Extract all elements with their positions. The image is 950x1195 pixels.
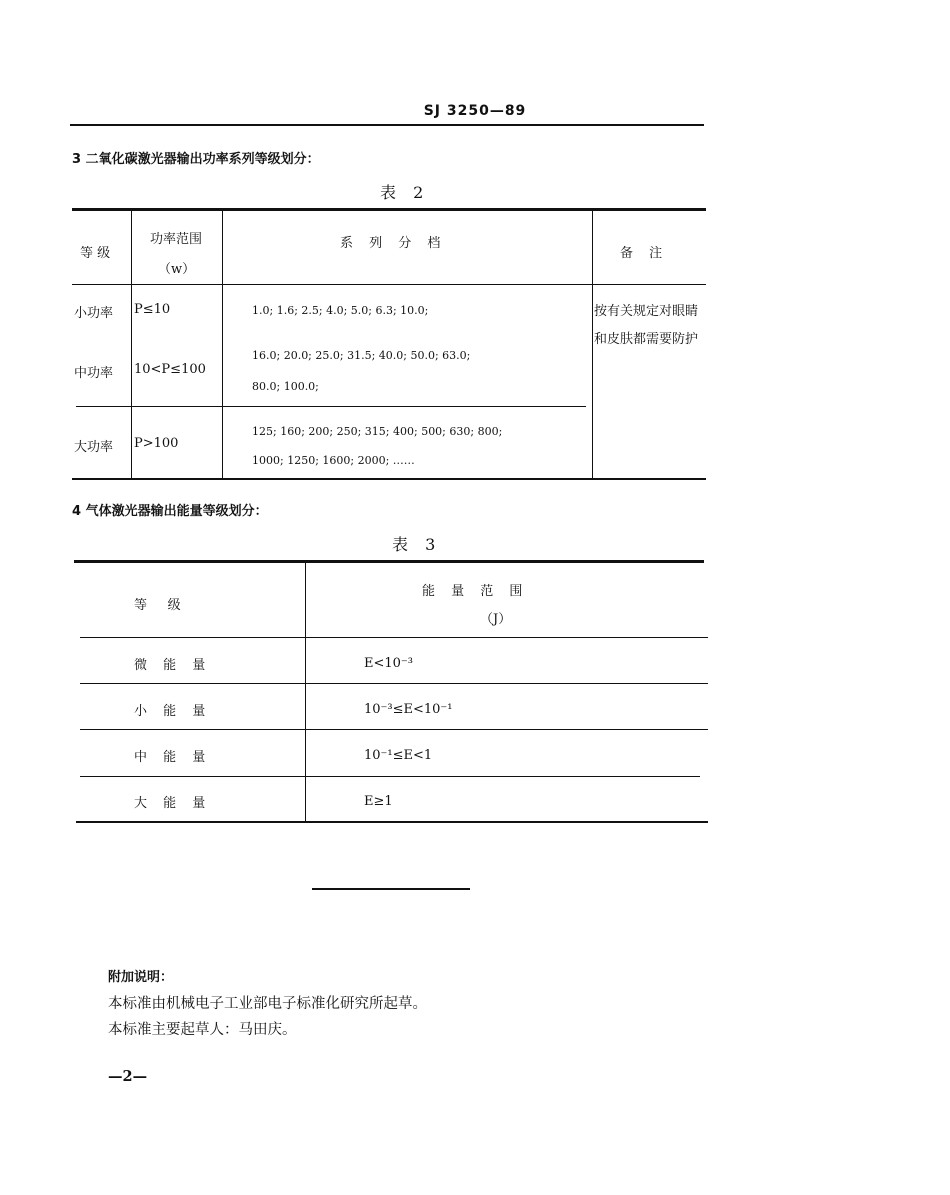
remarks-line-2: 和皮肤都需要防护	[594, 332, 699, 347]
notes-title: 附加说明：	[108, 970, 174, 985]
table-2-header-remarks: 备 注	[620, 246, 669, 261]
row-micro-grade: 微 能 量	[134, 658, 212, 673]
table-3-bottom-rule	[76, 821, 708, 823]
row-large-energy-range: E≥1	[364, 794, 393, 809]
section-3-heading: 3 二氧化碳激光器输出功率系列等级划分：	[72, 152, 320, 167]
table-3-header-grade: 等 级	[134, 598, 181, 613]
row-micro-range: E<10⁻³	[364, 656, 413, 671]
table-2-header-range: 功率范围	[150, 232, 203, 247]
row-large-series-2: 1000; 1250; 1600; 2000; ……	[252, 454, 415, 467]
table-2-header-range-unit: （w）	[158, 262, 196, 277]
row-medium-series-2: 80.0; 100.0;	[252, 380, 319, 393]
notes-line-1: 本标准由机械电子工业部电子标准化研究所起草。	[108, 996, 427, 1012]
table-2-header-grade: 等 级	[80, 246, 111, 261]
table-3-header-range-unit: （J）	[480, 612, 512, 627]
standard-code: SJ 3250—89	[423, 103, 527, 119]
table-3-header-range: 能 量 范 围	[422, 584, 529, 599]
row-large-energy-grade: 大 能 量	[134, 796, 212, 811]
page-number: —2—	[108, 1068, 148, 1085]
row-small-energy-range: 10⁻³≤E<10⁻¹	[364, 702, 453, 717]
row-medium-energy-range: 10⁻¹≤E<1	[364, 748, 433, 763]
table-3-top-rule	[74, 560, 704, 563]
row-small-energy-grade: 小 能 量	[134, 704, 212, 719]
table-2-header-series: 系 列 分 档	[340, 236, 447, 251]
section-4-heading: 4 气体激光器输出能量等级划分：	[72, 504, 268, 519]
row-small-series: 1.0; 1.6; 2.5; 4.0; 5.0; 6.3; 10.0;	[252, 304, 429, 317]
table-2-top-rule	[72, 208, 706, 211]
row-large-series-1: 125; 160; 200; 250; 315; 400; 500; 630; 800;	[252, 425, 503, 438]
row-small-grade: 小功率	[74, 306, 114, 321]
row-small-range: P≤10	[134, 302, 171, 317]
row-large-range: P>100	[134, 436, 179, 451]
table-2-caption: 表 2	[380, 183, 430, 202]
row-medium-energy-grade: 中 能 量	[134, 750, 212, 765]
row-medium-series-1: 16.0; 20.0; 25.0; 31.5; 40.0; 50.0; 63.0;	[252, 349, 471, 362]
header-rule	[70, 124, 704, 126]
row-medium-range: 10<P≤100	[134, 362, 206, 377]
table-2-bottom-rule	[72, 478, 706, 480]
remarks-line-1: 按有关规定对眼睛	[594, 304, 699, 319]
table-3-caption: 表 3	[392, 535, 442, 554]
end-rule	[312, 888, 470, 890]
row-medium-grade: 中功率	[74, 366, 114, 381]
row-large-grade: 大功率	[74, 440, 114, 455]
notes-line-2: 本标准主要起草人：马田庆。	[108, 1022, 297, 1038]
